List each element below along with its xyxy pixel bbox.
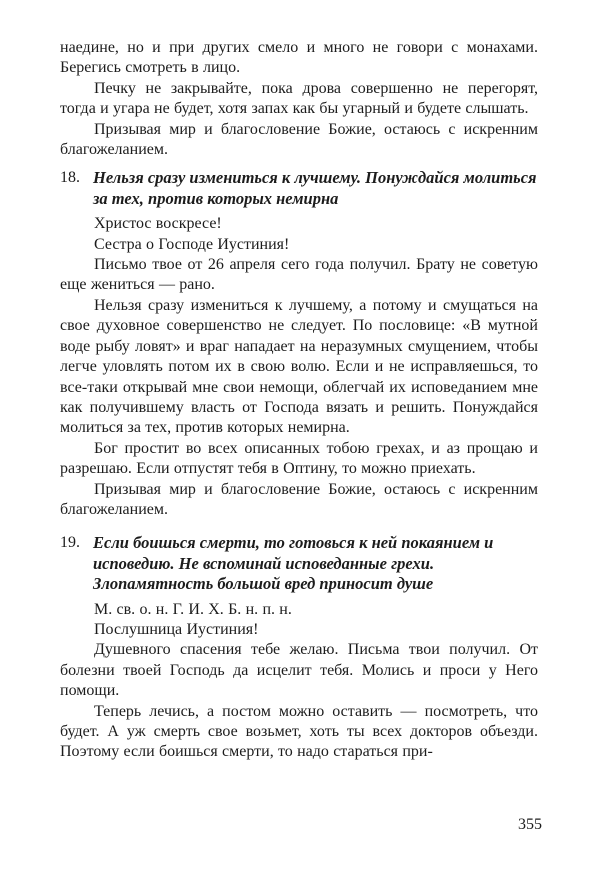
body-paragraph: Письмо твое от 26 апреля сего года получил. Брату не советую еще жениться — рано. <box>60 256 538 294</box>
body-paragraph: Послушница Иустиния! <box>94 620 259 638</box>
body-paragraph: Сестра о Господе Иустиния! <box>94 235 290 253</box>
page-content <box>60 38 538 763</box>
body-paragraph: М. св. о. н. Г. И. Х. Б. н. п. н. <box>94 600 292 618</box>
section-18-title: Нельзя сразу измениться к лучшему. Понуждайся молиться за тех, против которых немирна <box>93 168 537 208</box>
paragraph-continuation: наедине, но и при других смело и много не говори с монахами. Берегись смотреть в лицо. <box>60 39 538 77</box>
page-number: 355 <box>518 816 542 833</box>
body-paragraph: Душевного спасения тебе желаю. Письма твои получил. От болезни твоей Господь да исцелит тебя. Молись и проси у Него помощи. <box>60 641 538 700</box>
section-19-number: 19. <box>60 534 80 552</box>
section-18-number: 18. <box>60 169 80 187</box>
section-18-heading <box>60 168 538 209</box>
body-paragraph: Печку не закрывайте, пока дрова совершенно не перегорят, тогда и угара не будет, хотя запах как бы угарный и будете слышать. <box>60 79 538 118</box>
body-paragraph: Нельзя сразу измениться к лучшему, а потому и смущаться на свое духовное совершенство не следует. По пословице: «В мутной воде рыбу ловят» и враг нападает на неразумных смущением, чтобы легче уловлять потом их в свою волю. Если и не исправляешься, то все-таки открывай мне свои немощи, облегчай их исповеданием мне как получившему власть от Господа вязать и решить. Понуждайся молиться за тех, против которых немирна. <box>60 296 538 437</box>
body-paragraph: Христос воскресе! <box>94 215 222 233</box>
section-19-title: Если боишься смерти, то готовься к ней покаянием и исповедию. Не вспоминай исповеданные грехи. Злопамятность большой вред приносит душе <box>93 533 494 594</box>
body-paragraph: Призывая мир и благословение Божие, остаюсь с искренним благожеланием. <box>60 120 538 159</box>
body-paragraph: Призывая мир и благословение Божие, остаюсь с искренним благожеланием. <box>60 480 538 518</box>
body-paragraph: Теперь лечись, а постом можно оставить — посмотреть, что будет. А уж смерть свое возьмет, хоть ты всех докторов объезди. Поэтому если боишься смерти, то надо стараться при- <box>60 702 538 761</box>
section-19-heading <box>60 533 538 594</box>
body-paragraph: Бог простит во всех описанных тобою грехах, и аз прощаю и разрешаю. Если отпустят тебя в Оптину, то можно приехать. <box>60 439 538 478</box>
